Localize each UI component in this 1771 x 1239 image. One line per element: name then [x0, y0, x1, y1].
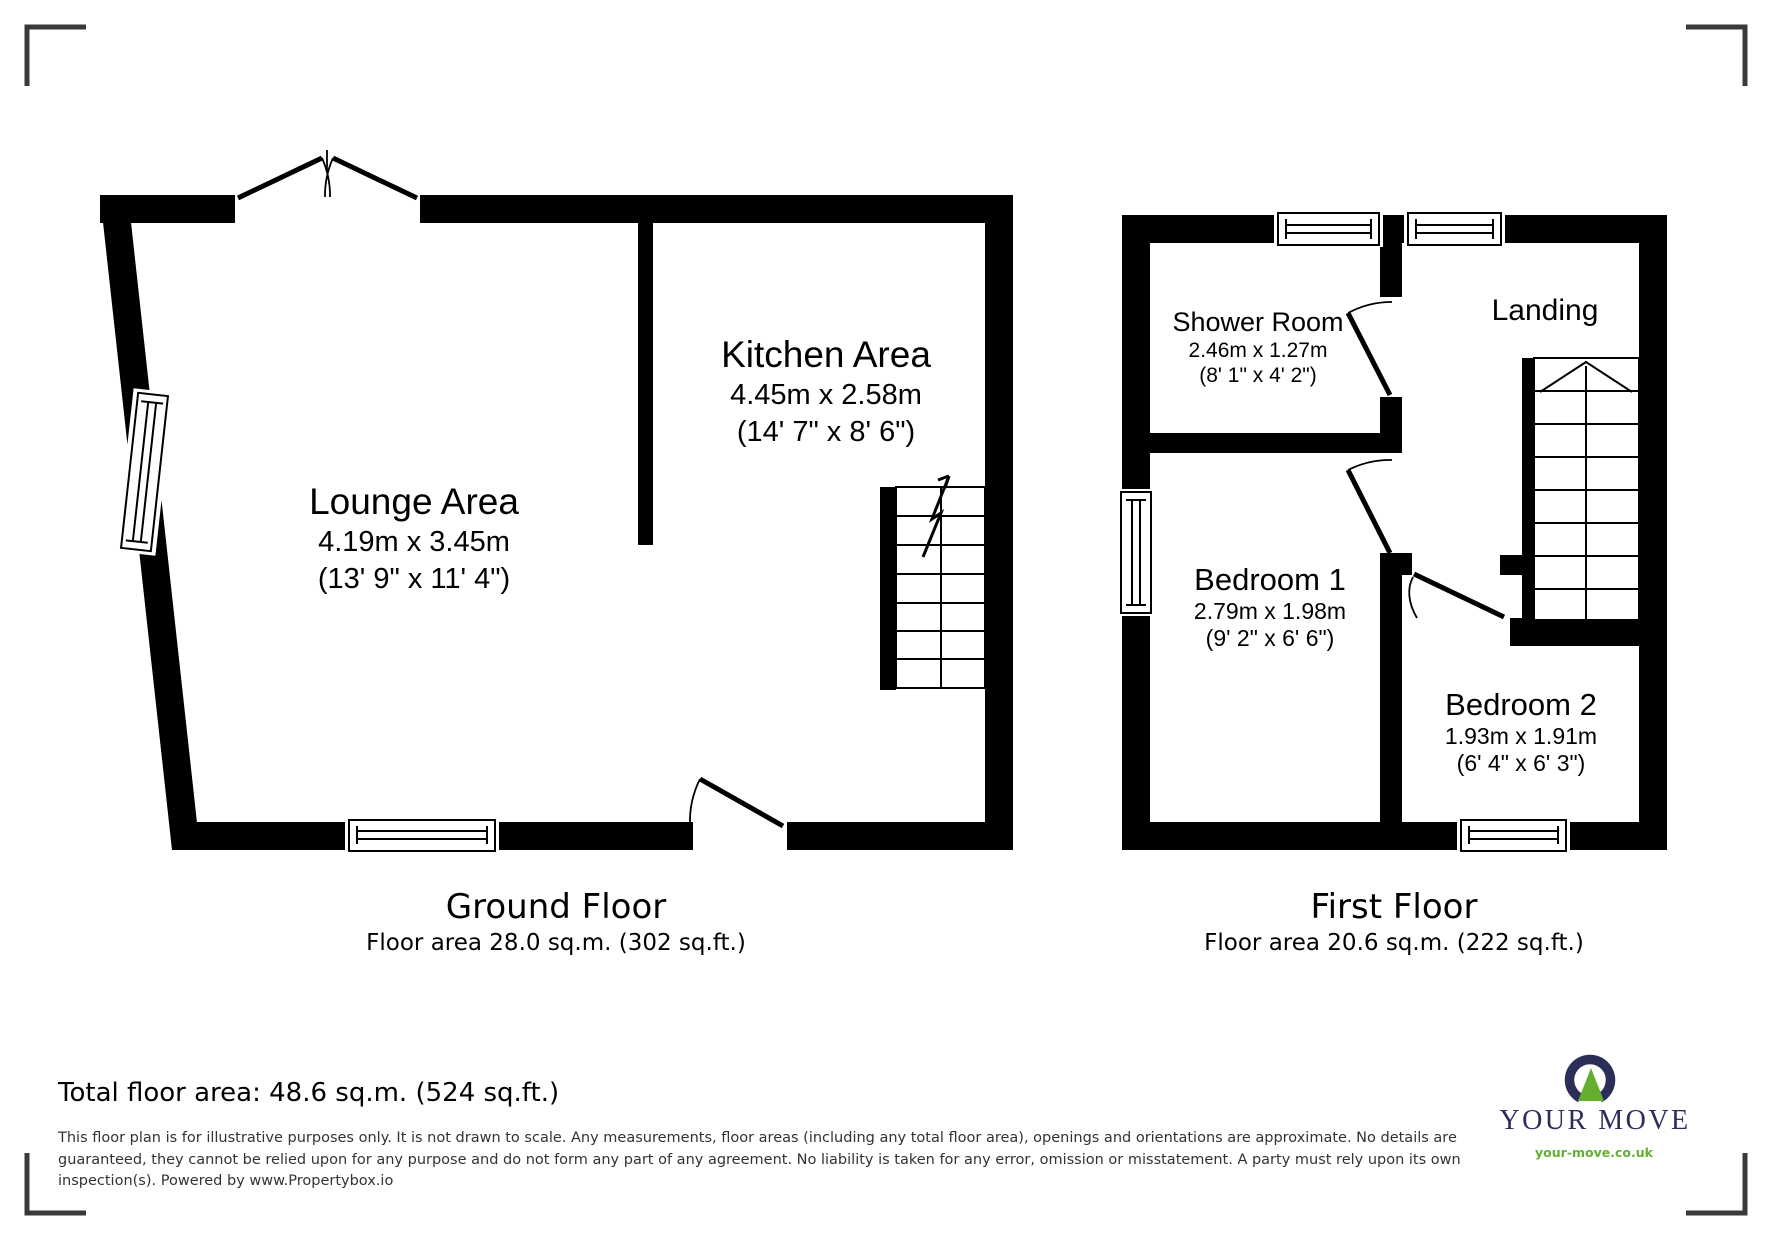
room-dimensions-metric: 4.45m x 2.58m [730, 379, 922, 411]
landing-label: Landing [1491, 294, 1599, 327]
ground-floor-plan [100, 150, 1013, 854]
room-dimensions-imperial: (14' 7" x 8' 6") [736, 416, 916, 448]
lounge-label [309, 480, 519, 598]
corner-mark-top-left [27, 27, 86, 86]
your-move-website: your-move.co.uk [1535, 1145, 1653, 1160]
room-name: Lounge Area [309, 481, 519, 522]
shower-room-window [1274, 211, 1383, 247]
room-dimensions-metric: 4.19m x 3.45m [318, 526, 510, 558]
floor-title: First Floor [1310, 887, 1478, 927]
room-dimensions-imperial: (8' 1" x 4' 2") [1199, 364, 1317, 387]
room-name: Bedroom 2 [1445, 687, 1597, 722]
first-floor-stairs [1534, 358, 1639, 620]
room-dimensions-imperial: (9' 2" x 6' 6") [1205, 625, 1335, 651]
landing-window [1404, 211, 1505, 247]
kitchen-label [721, 333, 931, 451]
room-dimensions-metric: 1.93m x 1.91m [1444, 723, 1598, 749]
floor-title: Ground Floor [445, 887, 667, 927]
room-dimensions-metric: 2.79m x 1.98m [1193, 598, 1347, 624]
bedroom1-door [1348, 460, 1392, 553]
room-dimensions-metric: 2.46m x 1.27m [1188, 339, 1328, 362]
room-name: Shower Room [1172, 307, 1344, 337]
corner-mark-top-right [1686, 27, 1745, 86]
your-move-logo-text: YOUR MOVE [1499, 1105, 1691, 1136]
bedroom1-label [1194, 562, 1346, 652]
first-floor-caption [1204, 886, 1584, 958]
ground-floor-stairs [896, 476, 985, 688]
disclaimer-text [58, 1128, 1461, 1193]
lounge-window [345, 816, 499, 854]
room-dimensions-imperial: (13' 9" x 11' 4") [317, 563, 511, 595]
room-dimensions-imperial: (6' 4" x 6' 3") [1456, 750, 1586, 776]
total-floor-area: Total floor area: 48.6 sq.m. (524 sq.ft.) [58, 1078, 560, 1108]
bedroom2-label [1445, 687, 1597, 777]
corner-mark-bottom-right [1686, 1153, 1745, 1213]
bedroom2-door [1409, 574, 1504, 618]
disclaimer-line: guaranteed, they cannot be relied upon for any purpose and do not form any part of any agreement. No liability is taken for any error, omission or misstatement. A party must rely upon its own [58, 1151, 1461, 1168]
bedroom2-window [1457, 816, 1570, 854]
entrance-double-door [238, 150, 417, 198]
shower-room-door [1348, 302, 1392, 395]
ground-floor-caption [366, 886, 746, 958]
your-move-logo-icon [1570, 1059, 1611, 1101]
floor-area: Floor area 28.0 sq.m. (302 sq.ft.) [366, 930, 746, 956]
floor-area: Floor area 20.6 sq.m. (222 sq.ft.) [1204, 930, 1584, 956]
disclaimer-line: This floor plan is for illustrative purposes only. It is not drawn to scale. Any measurements, floor areas (including any total floor area), openings and orientations are approximate. No details are [58, 1130, 1457, 1146]
bedroom1-window [1118, 489, 1154, 616]
room-name: Bedroom 1 [1194, 562, 1346, 597]
ground-floor-door [690, 779, 783, 826]
logo-triangle [1578, 1068, 1604, 1101]
room-name: Kitchen Area [721, 334, 931, 375]
disclaimer-line: inspection(s). Powered by www.Propertybox.io [58, 1173, 394, 1189]
ground-floor-walls [100, 195, 1013, 850]
shower-room-label [1172, 307, 1343, 388]
